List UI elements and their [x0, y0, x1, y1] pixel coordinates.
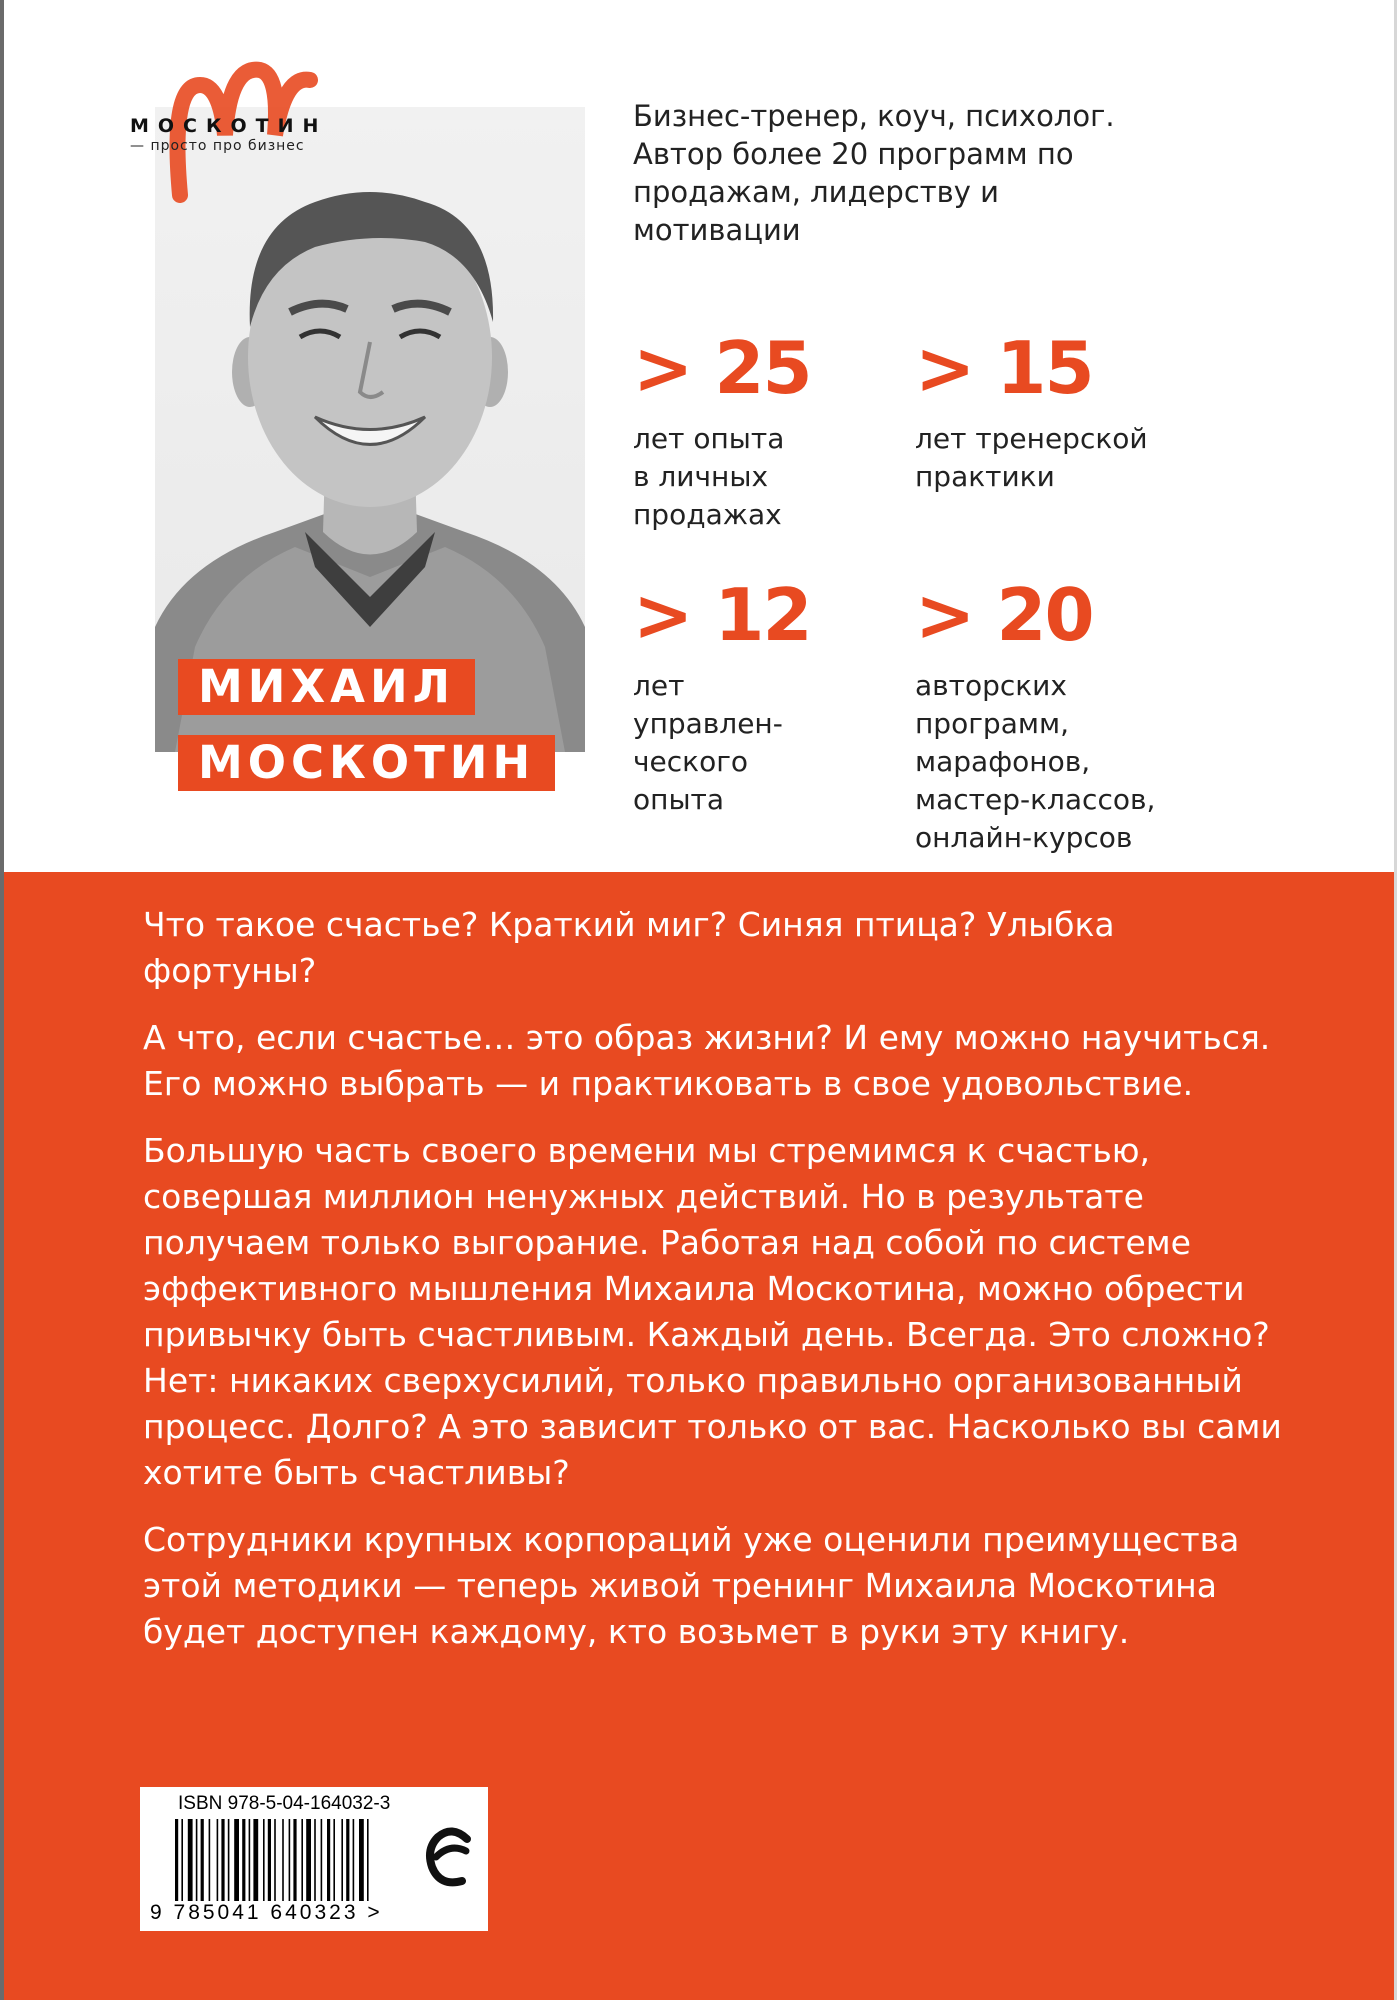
barcode-bar — [282, 1819, 284, 1901]
logo-name: МОСКОТИН — [130, 115, 328, 137]
author-last-name: МОСКОТИН — [178, 735, 555, 791]
barcode-bar — [253, 1819, 258, 1901]
barcode-bar — [249, 1819, 251, 1901]
barcode-bar — [209, 1819, 211, 1901]
barcode-bar — [263, 1819, 265, 1901]
stat-label: авторских программ, марафонов, мастер-классов, онлайн-курсов — [915, 669, 1156, 854]
barcode-bar — [321, 1819, 323, 1901]
brand-logo — [130, 45, 370, 215]
barcode-bar — [353, 1819, 355, 1901]
barcode-icon — [175, 1819, 415, 1901]
barcode-bar — [217, 1819, 219, 1901]
barcode-bar — [301, 1819, 303, 1901]
description-paragraph: А что, если счастье… это образ жизни? И ему можно научиться. Его можно выбрать — и практиковать в свое удовольствие. — [143, 1018, 1271, 1103]
stat-label: лет тренерской практики — [915, 422, 1148, 493]
left-edge-line — [0, 0, 4, 2000]
author-bio: Бизнес-тренер, коуч, психолог. Автор более 20 программ по продажам, лидерству и мотивации — [633, 99, 1115, 247]
description-paragraph: Большую часть своего времени мы стремимся к счастью, совершая миллион ненужных действий. Но в результате получаем только выгорание. Работая над собой по системе эффективного мышления Михаила Москотина, можно обрести привычку быть счастливым. Каждый день. Всегда. Это сложно? Нет: никаких сверхусилий, только правильно организованный процесс. Долго? А это зависит только от вас. Насколько вы сами хотите быть счастливы? — [143, 1131, 1282, 1492]
publisher-logo-icon — [422, 1817, 477, 1897]
barcode-bar — [268, 1819, 271, 1901]
barcode-bar — [181, 1819, 183, 1901]
barcode-bar — [188, 1819, 193, 1901]
barcode-bar — [293, 1819, 296, 1901]
barcode-bar — [201, 1819, 204, 1901]
description-paragraph: Что такое счастье? Краткий миг? Синяя птица? Улыбка фортуны? — [143, 905, 1115, 990]
barcode-bar — [306, 1819, 311, 1901]
barcode-bar — [341, 1819, 343, 1901]
stat-value: > 20 — [915, 573, 1093, 657]
barcode-bar — [228, 1819, 230, 1901]
barcode-bar — [242, 1819, 245, 1901]
top-section — [0, 0, 1397, 872]
barcode-bar — [367, 1819, 369, 1901]
stat-sales-experience — [633, 328, 883, 534]
author-first-name: МИХАИЛ — [178, 659, 475, 715]
book-description — [143, 902, 1293, 1676]
barcode-bar — [327, 1819, 330, 1901]
stat-value: > 15 — [915, 326, 1093, 410]
barcode-bar — [221, 1819, 224, 1901]
stat-label: лет опыта в личных продажах — [633, 422, 785, 531]
barcode-bar — [289, 1819, 291, 1901]
stat-label: лет управлен- ческого опыта — [633, 669, 783, 816]
barcode-bar — [314, 1819, 316, 1901]
barcode-bar — [234, 1819, 239, 1901]
description-paragraph: Сотрудники крупных корпораций уже оценили преимущества этой методики — теперь живой тренинг Михаила Москотина будет доступен каждому, кто возьмет в руки эту книгу. — [143, 1520, 1240, 1651]
barcode-bar — [359, 1819, 364, 1901]
stat-training-practice — [915, 328, 1215, 496]
stat-author-programs — [915, 575, 1215, 857]
barcode-bar — [274, 1819, 276, 1901]
stat-management-experience — [633, 575, 883, 819]
logo-tagline: — просто про бизнес — [130, 138, 305, 154]
stat-value: > 25 — [633, 326, 811, 410]
barcode-bar — [196, 1819, 198, 1901]
stat-value: > 12 — [633, 573, 811, 657]
barcode-bar — [346, 1819, 349, 1901]
barcode-block — [140, 1787, 488, 1931]
barcode-digits: 9 785041 640323 > — [150, 1901, 383, 1924]
barcode-bar — [175, 1819, 178, 1901]
barcode-bar — [333, 1819, 335, 1901]
isbn-text: ISBN 978-5-04-164032-3 — [178, 1793, 391, 1814]
